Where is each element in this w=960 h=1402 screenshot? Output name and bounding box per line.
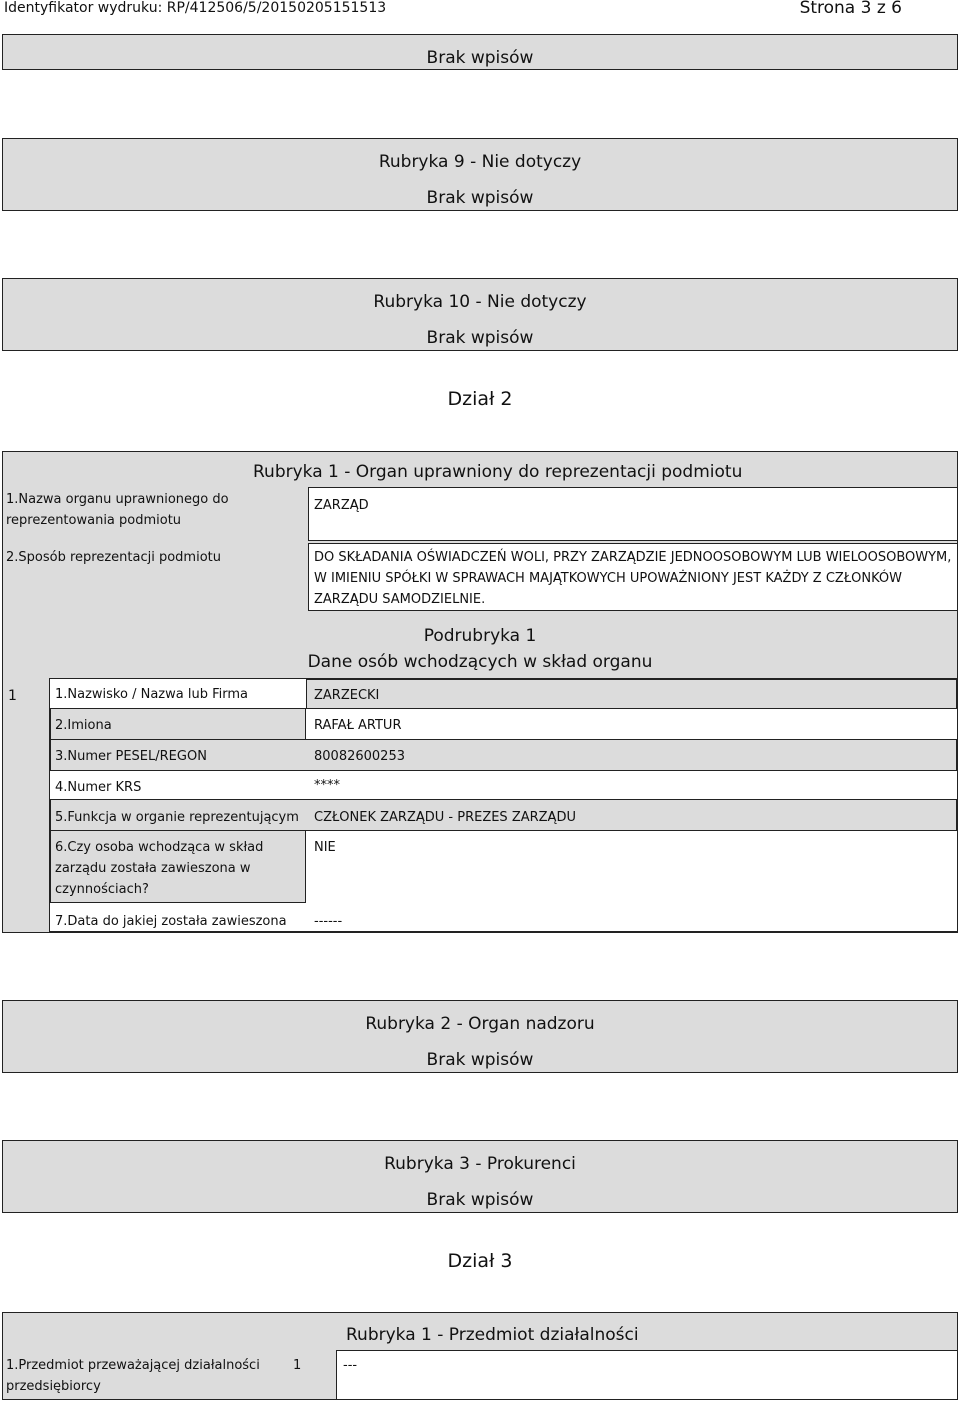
- dzial-2-title: Dział 2: [447, 388, 513, 410]
- field-representation-value-box: [308, 543, 958, 611]
- person-pesel-label: 3.Numer PESEL/REGON: [55, 749, 207, 764]
- rubryka-3-title: Rubryka 3 - Prokurenci: [384, 1154, 576, 1174]
- rubryka-2-title: Rubryka 2 - Organ nadzoru: [365, 1014, 595, 1034]
- rubryka-10-section: [2, 278, 958, 351]
- field-main-activity-value-box: [336, 1350, 958, 1400]
- dzial-3-title: Dział 3: [447, 1250, 513, 1272]
- rubryka-10-empty: Brak wpisów: [426, 328, 534, 348]
- person-names-label: 2.Imiona: [55, 718, 112, 733]
- rubryka-2-section: [2, 1000, 958, 1073]
- rubryka-2-empty: Brak wpisów: [426, 1050, 534, 1070]
- rubryka-3-empty: Brak wpisów: [426, 1190, 534, 1210]
- dzial-2-rubryka-1-title: Rubryka 1 - Organ uprawniony do reprezentacji podmiotu: [253, 462, 743, 482]
- field-main-activity-label: 1.Przedmiot przeważającej działalności przedsiębiorcy: [6, 1358, 260, 1394]
- person-suspension-date-label: 7.Data do jakiej została zawieszona: [55, 914, 287, 929]
- person-suspended-label: 6.Czy osoba wchodząca w skład zarządu została zawieszona w czynnościach?: [55, 840, 264, 897]
- field-representation-value: DO SKŁADANIA OŚWIADCZEŃ WOLI, PRZY ZARZĄDZIE JEDNOOSOBOWYM LUB WIELOOSOBOWYM, W IMIENIU SPÓŁKI W SPRAWACH MAJĄTKOWYCH UPOWAŻNIONY JEST KAŻDY Z CZŁONKÓW ZARZĄDU SAMODZIELNIE.: [314, 550, 952, 607]
- rubryka-9-section: [2, 138, 958, 211]
- dzial-2-rubryka-1-section: [2, 451, 958, 933]
- field-organ-name-label: 1.Nazwa organu uprawnionego do reprezentowania podmiotu: [6, 492, 229, 528]
- person-krs-value: ****: [314, 778, 340, 793]
- person-names-value: RAFAŁ ARTUR: [314, 718, 402, 733]
- field-organ-name-value-box: [308, 487, 958, 541]
- rubryka-9-title: Rubryka 9 - Nie dotyczy: [378, 152, 582, 172]
- person-suspended-value: NIE: [314, 840, 336, 855]
- dzial-3-rubryka-1-section: [2, 1312, 958, 1400]
- field-representation-label: 2.Sposób reprezentacji podmiotu: [6, 550, 221, 565]
- page-number: Strona 3 z 6: [799, 0, 902, 18]
- person-pesel-value: 80082600253: [314, 749, 405, 764]
- person-surname-value: ZARZECKI: [314, 688, 380, 703]
- top-section: [2, 34, 958, 70]
- empty-entries: Brak wpisów: [426, 48, 534, 68]
- print-identifier: Identyfikator wydruku: RP/412506/5/20150205151513: [4, 0, 387, 16]
- field-main-activity-index: 1: [293, 1358, 302, 1373]
- podrubryka-1-subtitle: Dane osób wchodzących w skład organu: [307, 652, 653, 672]
- person-surname-label: 1.Nazwisko / Nazwa lub Firma: [55, 687, 248, 702]
- rubryka-3-section: [2, 1140, 958, 1213]
- podrubryka-1-title: Podrubryka 1: [423, 626, 537, 646]
- person-suspension-date-value: ------: [314, 914, 343, 929]
- person-index: 1: [8, 688, 17, 704]
- person-surname-value-box: [306, 679, 957, 709]
- dzial-3-rubryka-1-title: Rubryka 1 - Przedmiot działalności: [346, 1325, 639, 1345]
- field-main-activity-value: ---: [343, 1358, 358, 1373]
- rubryka-10-title: Rubryka 10 - Nie dotyczy: [373, 292, 587, 312]
- person-function-value: CZŁONEK ZARZĄDU - PREZES ZARZĄDU: [314, 810, 576, 825]
- person-panel: [49, 678, 958, 932]
- person-krs-label: 4.Numer KRS: [55, 780, 142, 795]
- field-organ-name-value: ZARZĄD: [314, 498, 369, 513]
- person-function-label: 5.Funkcja w organie reprezentującym: [55, 810, 299, 825]
- rubryka-9-empty: Brak wpisów: [426, 188, 534, 208]
